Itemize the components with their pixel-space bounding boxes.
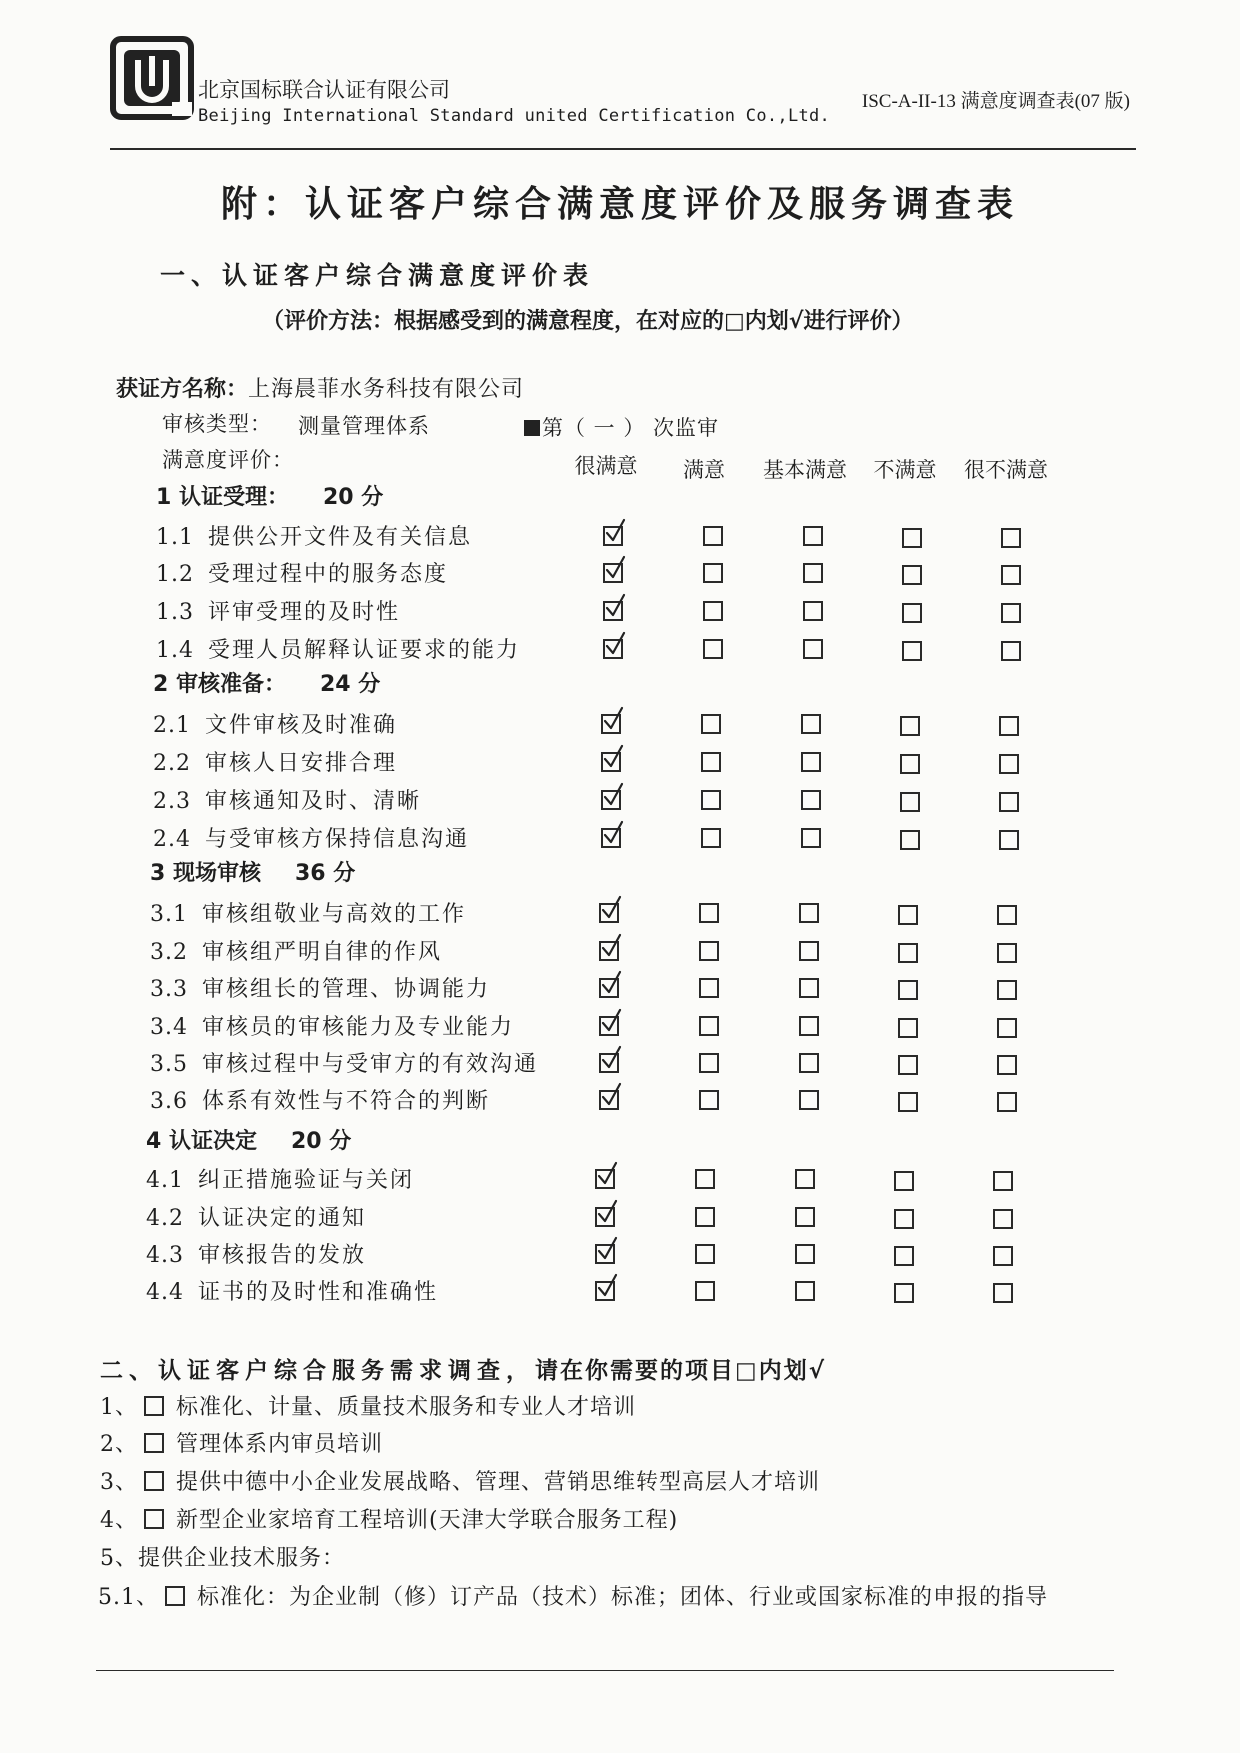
rating-item-row [150, 1047, 538, 1078]
item-text: 审核员的审核能力及专业能力 [202, 1015, 515, 1040]
rating-checkbox-checked[interactable] [601, 828, 621, 848]
rating-checkbox[interactable] [795, 1207, 815, 1227]
rating-checkbox[interactable] [997, 1055, 1017, 1075]
rating-checkbox-checked[interactable] [599, 903, 619, 923]
rating-checkbox[interactable] [801, 790, 821, 810]
rating-checkbox[interactable] [695, 1244, 715, 1264]
service-item [100, 1541, 345, 1572]
rating-checkbox[interactable] [703, 639, 723, 659]
rating-checkbox[interactable] [898, 1092, 918, 1112]
service-item-text: 标准化：为企业制（修）订产品（技术）标准；团体、行业或国家标准的申报的指导 [197, 1585, 1049, 1610]
rating-checkbox-checked[interactable] [601, 790, 621, 810]
rating-checkbox-checked[interactable] [595, 1244, 615, 1264]
rating-checkbox[interactable] [898, 905, 918, 925]
rating-checkbox[interactable] [699, 1016, 719, 1036]
item-number: 1.2 [156, 562, 194, 587]
service-checkbox[interactable] [144, 1509, 164, 1529]
rating-item-row [156, 520, 472, 551]
service-item-number: 5、 [100, 1546, 138, 1571]
service-item-number: 3、 [100, 1470, 138, 1495]
rating-checkbox-checked[interactable] [599, 978, 619, 998]
rating-checkbox[interactable] [1001, 565, 1021, 585]
rating-checkbox-checked[interactable] [599, 1016, 619, 1036]
service-item [100, 1390, 636, 1421]
checkmark-icon [595, 1236, 619, 1264]
client-name-label: 获证方名称： [116, 377, 249, 402]
rating-checkbox[interactable] [997, 905, 1017, 925]
rating-checkbox[interactable] [993, 1283, 1013, 1303]
category-points: 20 分 [322, 485, 384, 510]
rating-checkbox[interactable] [900, 716, 920, 736]
category-points: 36 分 [294, 861, 356, 886]
rating-checkbox[interactable] [703, 563, 723, 583]
document-code: ISC-A-II-13 满意度调查表(07 版) [861, 91, 1130, 112]
rating-checkbox-checked[interactable] [595, 1281, 615, 1301]
item-number: 3.6 [150, 1089, 188, 1114]
item-text: 评审受理的及时性 [208, 600, 401, 625]
category-title: 1 认证受理： [156, 485, 289, 510]
header-divider [110, 148, 1136, 150]
rating-checkbox[interactable] [894, 1171, 914, 1191]
item-text: 纠正措施验证与关闭 [198, 1168, 415, 1193]
service-item-number: 2、 [100, 1432, 138, 1457]
category-heading [146, 1124, 351, 1155]
rating-checkbox[interactable] [898, 1018, 918, 1038]
item-number: 4.2 [146, 1206, 184, 1231]
rating-item-row [153, 708, 397, 739]
item-number: 2.1 [153, 713, 191, 738]
rating-checkbox[interactable] [900, 754, 920, 774]
column-header: 满意 [683, 458, 725, 482]
rating-checkbox[interactable] [795, 1169, 815, 1189]
item-number: 3.2 [150, 940, 188, 965]
service-item-text: 提供中德中小企业发展战略、管理、营销思维转型高层人才培训 [176, 1470, 821, 1495]
item-text: 受理人员解释认证要求的能力 [208, 638, 521, 663]
item-text: 审核组长的管理、协调能力 [202, 977, 491, 1002]
checkmark-icon [595, 1161, 619, 1189]
item-text: 审核过程中与受审方的有效沟通 [202, 1052, 539, 1077]
checkmark-icon [603, 593, 627, 621]
rating-item-row [156, 633, 520, 664]
item-number: 3.3 [150, 977, 188, 1002]
item-text: 审核人日安排合理 [205, 751, 398, 776]
rating-checkbox[interactable] [1001, 603, 1021, 623]
rating-checkbox[interactable] [894, 1246, 914, 1266]
section1-title: 一、认证客户综合满意度评价表 [160, 261, 595, 290]
selected-square-icon [524, 420, 540, 436]
category-heading [156, 480, 383, 511]
rating-checkbox[interactable] [902, 641, 922, 661]
rating-checkbox[interactable] [898, 980, 918, 1000]
checkmark-icon [603, 631, 627, 659]
checkmark-icon [599, 895, 623, 923]
rating-checkbox[interactable] [699, 1053, 719, 1073]
rating-checkbox[interactable] [803, 563, 823, 583]
rating-checkbox[interactable] [699, 941, 719, 961]
item-number: 1.4 [156, 638, 194, 663]
item-number: 1.3 [156, 600, 194, 625]
category-title: 2 审核准备： [153, 672, 286, 697]
checkmark-icon [601, 782, 625, 810]
rating-checkbox-checked[interactable] [603, 601, 623, 621]
rating-checkbox[interactable] [799, 978, 819, 998]
item-text: 体系有效性与不符合的判断 [202, 1089, 491, 1114]
rating-checkbox[interactable] [699, 978, 719, 998]
item-text: 审核通知及时、清晰 [205, 789, 422, 814]
rating-checkbox[interactable] [695, 1169, 715, 1189]
company-name-cn: 北京国标联合认证有限公司 [198, 78, 450, 102]
rating-checkbox[interactable] [999, 792, 1019, 812]
audit-round-text: 第（ 一 ） 次监审 [542, 416, 720, 440]
rating-checkbox[interactable] [703, 526, 723, 546]
item-number: 2.3 [153, 789, 191, 814]
rating-checkbox[interactable] [795, 1281, 815, 1301]
service-item-text: 提供企业技术服务： [138, 1546, 346, 1571]
service-item-text: 标准化、计量、质量技术服务和专业人才培训 [176, 1395, 637, 1420]
client-name-value: 上海晨菲水务科技有限公司 [248, 377, 525, 402]
item-text: 审核报告的发放 [198, 1243, 367, 1268]
category-title: 4 认证决定 [146, 1129, 257, 1154]
section2-title [100, 1352, 826, 1385]
section2-title-main: 二、认证客户综合服务需求调查， [100, 1357, 535, 1384]
rating-checkbox[interactable] [894, 1283, 914, 1303]
service-item-text: 新型企业家培育工程培训(天津大学联合服务工程) [176, 1508, 679, 1533]
item-number: 1.1 [156, 525, 194, 550]
rating-checkbox[interactable] [898, 1055, 918, 1075]
rating-checkbox-checked[interactable] [603, 526, 623, 546]
rating-checkbox[interactable] [701, 752, 721, 772]
rating-checkbox[interactable] [900, 830, 920, 850]
rating-checkbox[interactable] [999, 716, 1019, 736]
item-text: 审核组敬业与高效的工作 [202, 902, 467, 927]
rating-checkbox[interactable] [695, 1207, 715, 1227]
column-header: 基本满意 [763, 458, 847, 482]
item-text: 证书的及时性和准确性 [198, 1280, 439, 1305]
service-item-number: 4、 [100, 1508, 138, 1533]
rating-checkbox[interactable] [799, 1053, 819, 1073]
rating-item-row [150, 897, 466, 928]
rating-checkbox[interactable] [703, 601, 723, 621]
rating-item-row [150, 935, 442, 966]
checkmark-icon [599, 933, 623, 961]
rating-checkbox[interactable] [997, 980, 1017, 1000]
item-number: 4.3 [146, 1243, 184, 1268]
service-checkbox[interactable] [144, 1396, 164, 1416]
rating-checkbox[interactable] [799, 1016, 819, 1036]
rating-checkbox[interactable] [795, 1244, 815, 1264]
service-item [98, 1580, 1048, 1611]
rating-checkbox[interactable] [801, 714, 821, 734]
item-number: 4.4 [146, 1280, 184, 1305]
rating-checkbox[interactable] [799, 1090, 819, 1110]
item-text: 审核组严明自律的作风 [202, 940, 443, 965]
rating-checkbox[interactable] [701, 790, 721, 810]
service-item-text: 管理体系内审员培训 [176, 1432, 384, 1457]
item-text: 文件审核及时准确 [205, 713, 398, 738]
checkmark-icon [603, 518, 627, 546]
rating-item-row [146, 1163, 414, 1194]
rating-checkbox[interactable] [894, 1209, 914, 1229]
category-heading [150, 856, 355, 887]
rating-item-row [150, 972, 490, 1003]
audit-round [524, 412, 719, 442]
rating-checkbox[interactable] [993, 1209, 1013, 1229]
company-logo [110, 36, 194, 120]
rating-checkbox[interactable] [799, 941, 819, 961]
rating-checkbox[interactable] [997, 1018, 1017, 1038]
rating-checkbox[interactable] [695, 1281, 715, 1301]
service-item [100, 1427, 383, 1458]
rating-checkbox[interactable] [993, 1171, 1013, 1191]
rating-checkbox[interactable] [801, 752, 821, 772]
rating-checkbox[interactable] [997, 1092, 1017, 1112]
rating-checkbox-checked[interactable] [603, 563, 623, 583]
service-checkbox[interactable] [144, 1471, 164, 1491]
rating-checkbox[interactable] [699, 903, 719, 923]
rating-label: 满意度评价： [162, 448, 294, 472]
rating-checkbox[interactable] [801, 828, 821, 848]
checkmark-icon [599, 1082, 623, 1110]
rating-checkbox[interactable] [799, 903, 819, 923]
page-title: 附：认证客户综合满意度评价及服务调查表 [220, 183, 1019, 225]
rating-checkbox-checked[interactable] [601, 714, 621, 734]
item-number: 3.1 [150, 902, 188, 927]
checkmark-icon [595, 1273, 619, 1301]
item-number: 2.2 [153, 751, 191, 776]
section1-instructions: （评价方法：根据感受到的满意程度，在对应的□内划√进行评价） [262, 309, 914, 334]
rating-checkbox[interactable] [902, 565, 922, 585]
checkmark-icon [601, 820, 625, 848]
item-text: 认证决定的通知 [198, 1206, 367, 1231]
rating-checkbox[interactable] [699, 1090, 719, 1110]
rating-checkbox[interactable] [999, 754, 1019, 774]
checkmark-icon [603, 555, 627, 583]
rating-checkbox[interactable] [803, 601, 823, 621]
company-name-en: Beijing International Standard united Certification Co.,Ltd. [198, 106, 831, 126]
rating-item-row [153, 822, 469, 853]
rating-checkbox[interactable] [701, 714, 721, 734]
category-points: 20 分 [290, 1129, 352, 1154]
rating-item-row [153, 746, 397, 777]
audit-type-value: 测量管理体系 [298, 414, 430, 438]
service-item-number: 1、 [100, 1395, 138, 1420]
rating-checkbox[interactable] [902, 528, 922, 548]
item-number: 3.5 [150, 1052, 188, 1077]
rating-item-row [156, 595, 400, 626]
rating-checkbox[interactable] [1001, 641, 1021, 661]
category-points: 24 分 [319, 672, 381, 697]
rating-checkbox-checked[interactable] [599, 1053, 619, 1073]
rating-item-row [146, 1275, 438, 1306]
item-text: 受理过程中的服务态度 [208, 562, 449, 587]
section2-title-instruction: 请在你需要的项目□内划√ [535, 1358, 827, 1384]
item-text: 提供公开文件及有关信息 [208, 525, 473, 550]
rating-checkbox[interactable] [803, 526, 823, 546]
rating-checkbox-checked[interactable] [595, 1207, 615, 1227]
category-heading [153, 667, 380, 698]
rating-checkbox-checked[interactable] [599, 1090, 619, 1110]
rating-item-row [150, 1084, 490, 1115]
rating-checkbox-checked[interactable] [599, 941, 619, 961]
checkmark-icon [599, 1045, 623, 1073]
rating-item-row [150, 1010, 514, 1041]
column-header: 很不满意 [964, 458, 1048, 482]
rating-checkbox[interactable] [999, 830, 1019, 850]
service-item [100, 1503, 678, 1534]
rating-item-row [156, 557, 448, 588]
category-title: 3 现场审核 [150, 861, 261, 886]
client-name-field [116, 372, 524, 403]
rating-item-row [153, 784, 421, 815]
rating-checkbox[interactable] [898, 943, 918, 963]
rating-checkbox-checked[interactable] [595, 1169, 615, 1189]
checkmark-icon [599, 1008, 623, 1036]
service-checkbox[interactable] [165, 1586, 185, 1606]
checkmark-icon [595, 1199, 619, 1227]
service-item-number: 5.1、 [98, 1585, 159, 1610]
rating-checkbox-checked[interactable] [601, 752, 621, 772]
service-checkbox[interactable] [144, 1433, 164, 1453]
audit-type-label: 审核类型： [162, 412, 272, 436]
item-number: 2.4 [153, 827, 191, 852]
rating-item-row [146, 1238, 366, 1269]
item-text: 与受审核方保持信息沟通 [205, 827, 470, 852]
service-item [100, 1465, 820, 1496]
rating-checkbox[interactable] [900, 792, 920, 812]
column-header: 很满意 [574, 454, 638, 478]
rating-checkbox[interactable] [1001, 528, 1021, 548]
item-number: 3.4 [150, 1015, 188, 1040]
checkmark-icon [601, 706, 625, 734]
checkmark-icon [599, 970, 623, 998]
rating-checkbox[interactable] [701, 828, 721, 848]
footer-divider [96, 1670, 1114, 1671]
item-number: 4.1 [146, 1168, 184, 1193]
checkmark-icon [601, 744, 625, 772]
rating-checkbox[interactable] [803, 639, 823, 659]
rating-checkbox-checked[interactable] [603, 639, 623, 659]
column-header: 不满意 [873, 458, 937, 482]
rating-item-row [146, 1201, 366, 1232]
rating-checkbox[interactable] [997, 943, 1017, 963]
rating-checkbox[interactable] [902, 603, 922, 623]
rating-checkbox[interactable] [993, 1246, 1013, 1266]
